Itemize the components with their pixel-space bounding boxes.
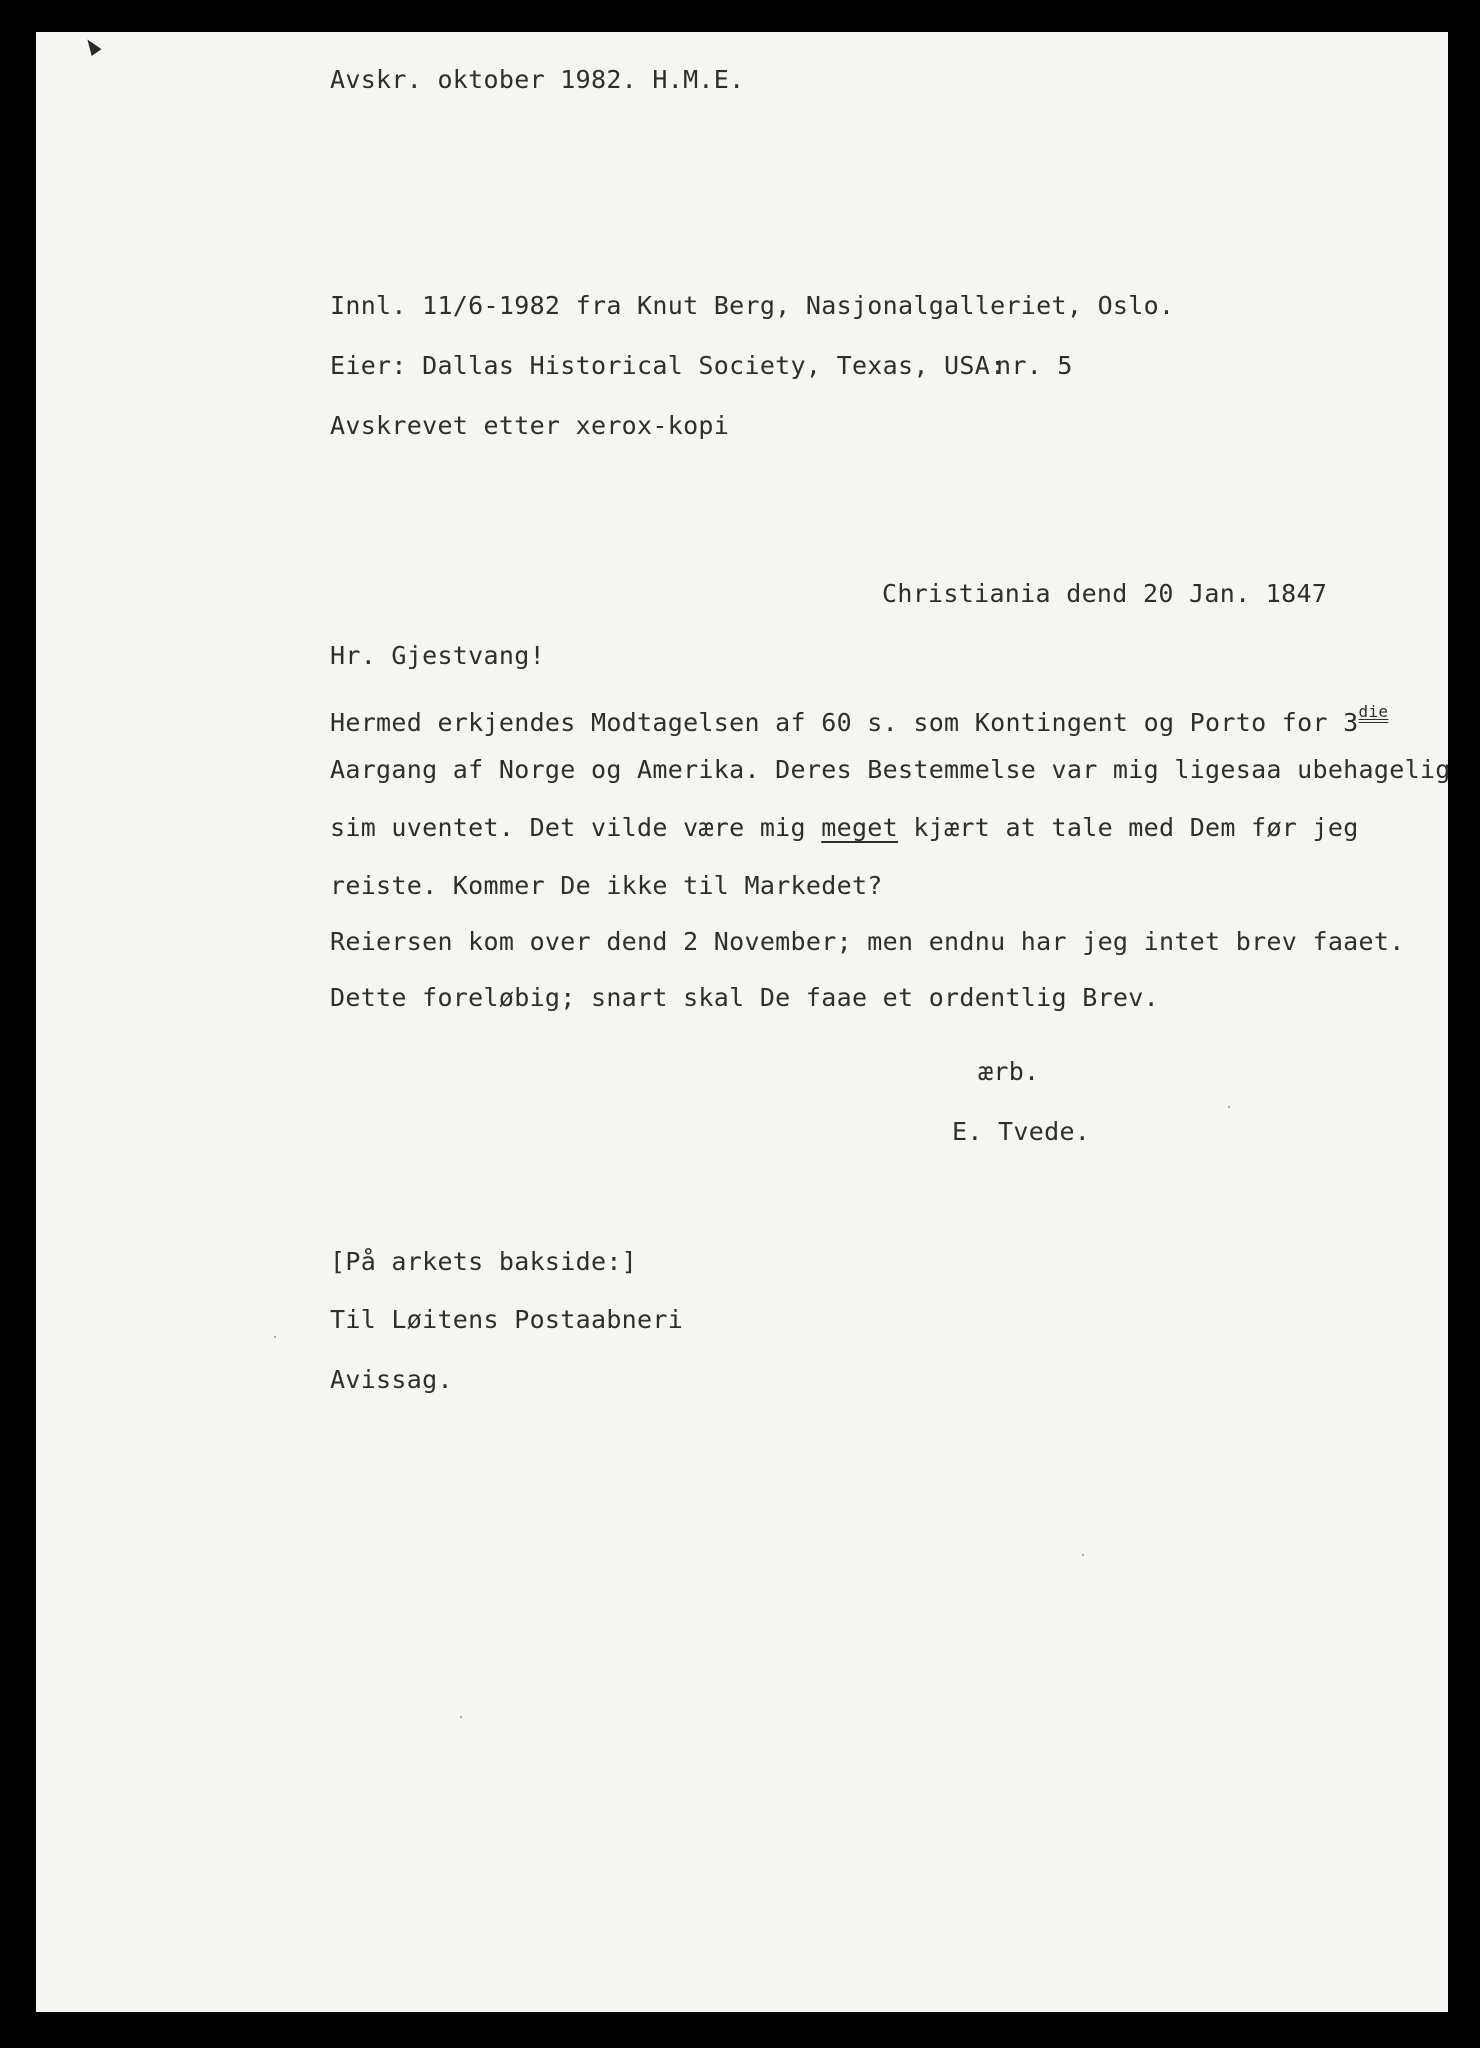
letter-body-line-6: Dette foreløbig; snart skal De faae et ordentlig Brev.: [330, 983, 1159, 1012]
letter-body-line-3: [330, 812, 1359, 844]
letter-body-line-3-start: sim uventet. Det vilde være mig: [330, 813, 822, 842]
paper-speck: [1082, 1554, 1084, 1556]
letter-closing: ærb.: [978, 1057, 1040, 1086]
item-number: nr. 5: [996, 351, 1073, 380]
letter-body-line-3-end: kjært at tale med Dem før jeg: [898, 813, 1359, 842]
letter-body-line-4: reiste. Kommer De ikke til Markedet?: [330, 871, 883, 900]
paper-speck: [460, 1716, 462, 1718]
paper-speck: [1228, 1106, 1230, 1108]
document-page: [36, 32, 1451, 2012]
letter-salutation: Hr. Gjestvang!: [330, 641, 545, 670]
underlined-word: meget: [821, 813, 899, 842]
letter-body-line-1: [330, 696, 1388, 739]
letter-signature: E. Tvede.: [952, 1117, 1091, 1146]
paper-speck: [274, 1336, 276, 1338]
ordinal-superscript: die: [1358, 702, 1389, 721]
letter-body-line-1-text: Hermed erkjendes Modtagelsen af 60 s. som Kontingent og Porto for 3: [330, 708, 1359, 737]
letter-dateline: Christiania dend 20 Jan. 1847: [882, 579, 1328, 608]
backside-note: [På arkets bakside:]: [330, 1247, 638, 1276]
letter-body-line-2: Aargang af Norge og Amerika. Deres Bestemmelse var mig ligesaa ubehagelig: [330, 755, 1451, 784]
corner-mark: [82, 36, 101, 56]
backside-locality: Avissag.: [330, 1365, 453, 1394]
received-line: Innl. 11/6-1982 fra Knut Berg, Nasjonalgalleriet, Oslo.: [330, 291, 1175, 320]
letter-body-line-5: Reiersen kom over dend 2 November; men endnu har jeg intet brev faaet.: [330, 927, 1405, 956]
backside-address: Til Løitens Postaabneri: [330, 1305, 684, 1334]
owner-line: Eier: Dallas Historical Society, Texas, USA:: [330, 351, 1006, 380]
transcription-note: Avskr. oktober 1982. H.M.E.: [330, 65, 745, 94]
transcription-method: Avskrevet etter xerox-kopi: [330, 411, 730, 440]
